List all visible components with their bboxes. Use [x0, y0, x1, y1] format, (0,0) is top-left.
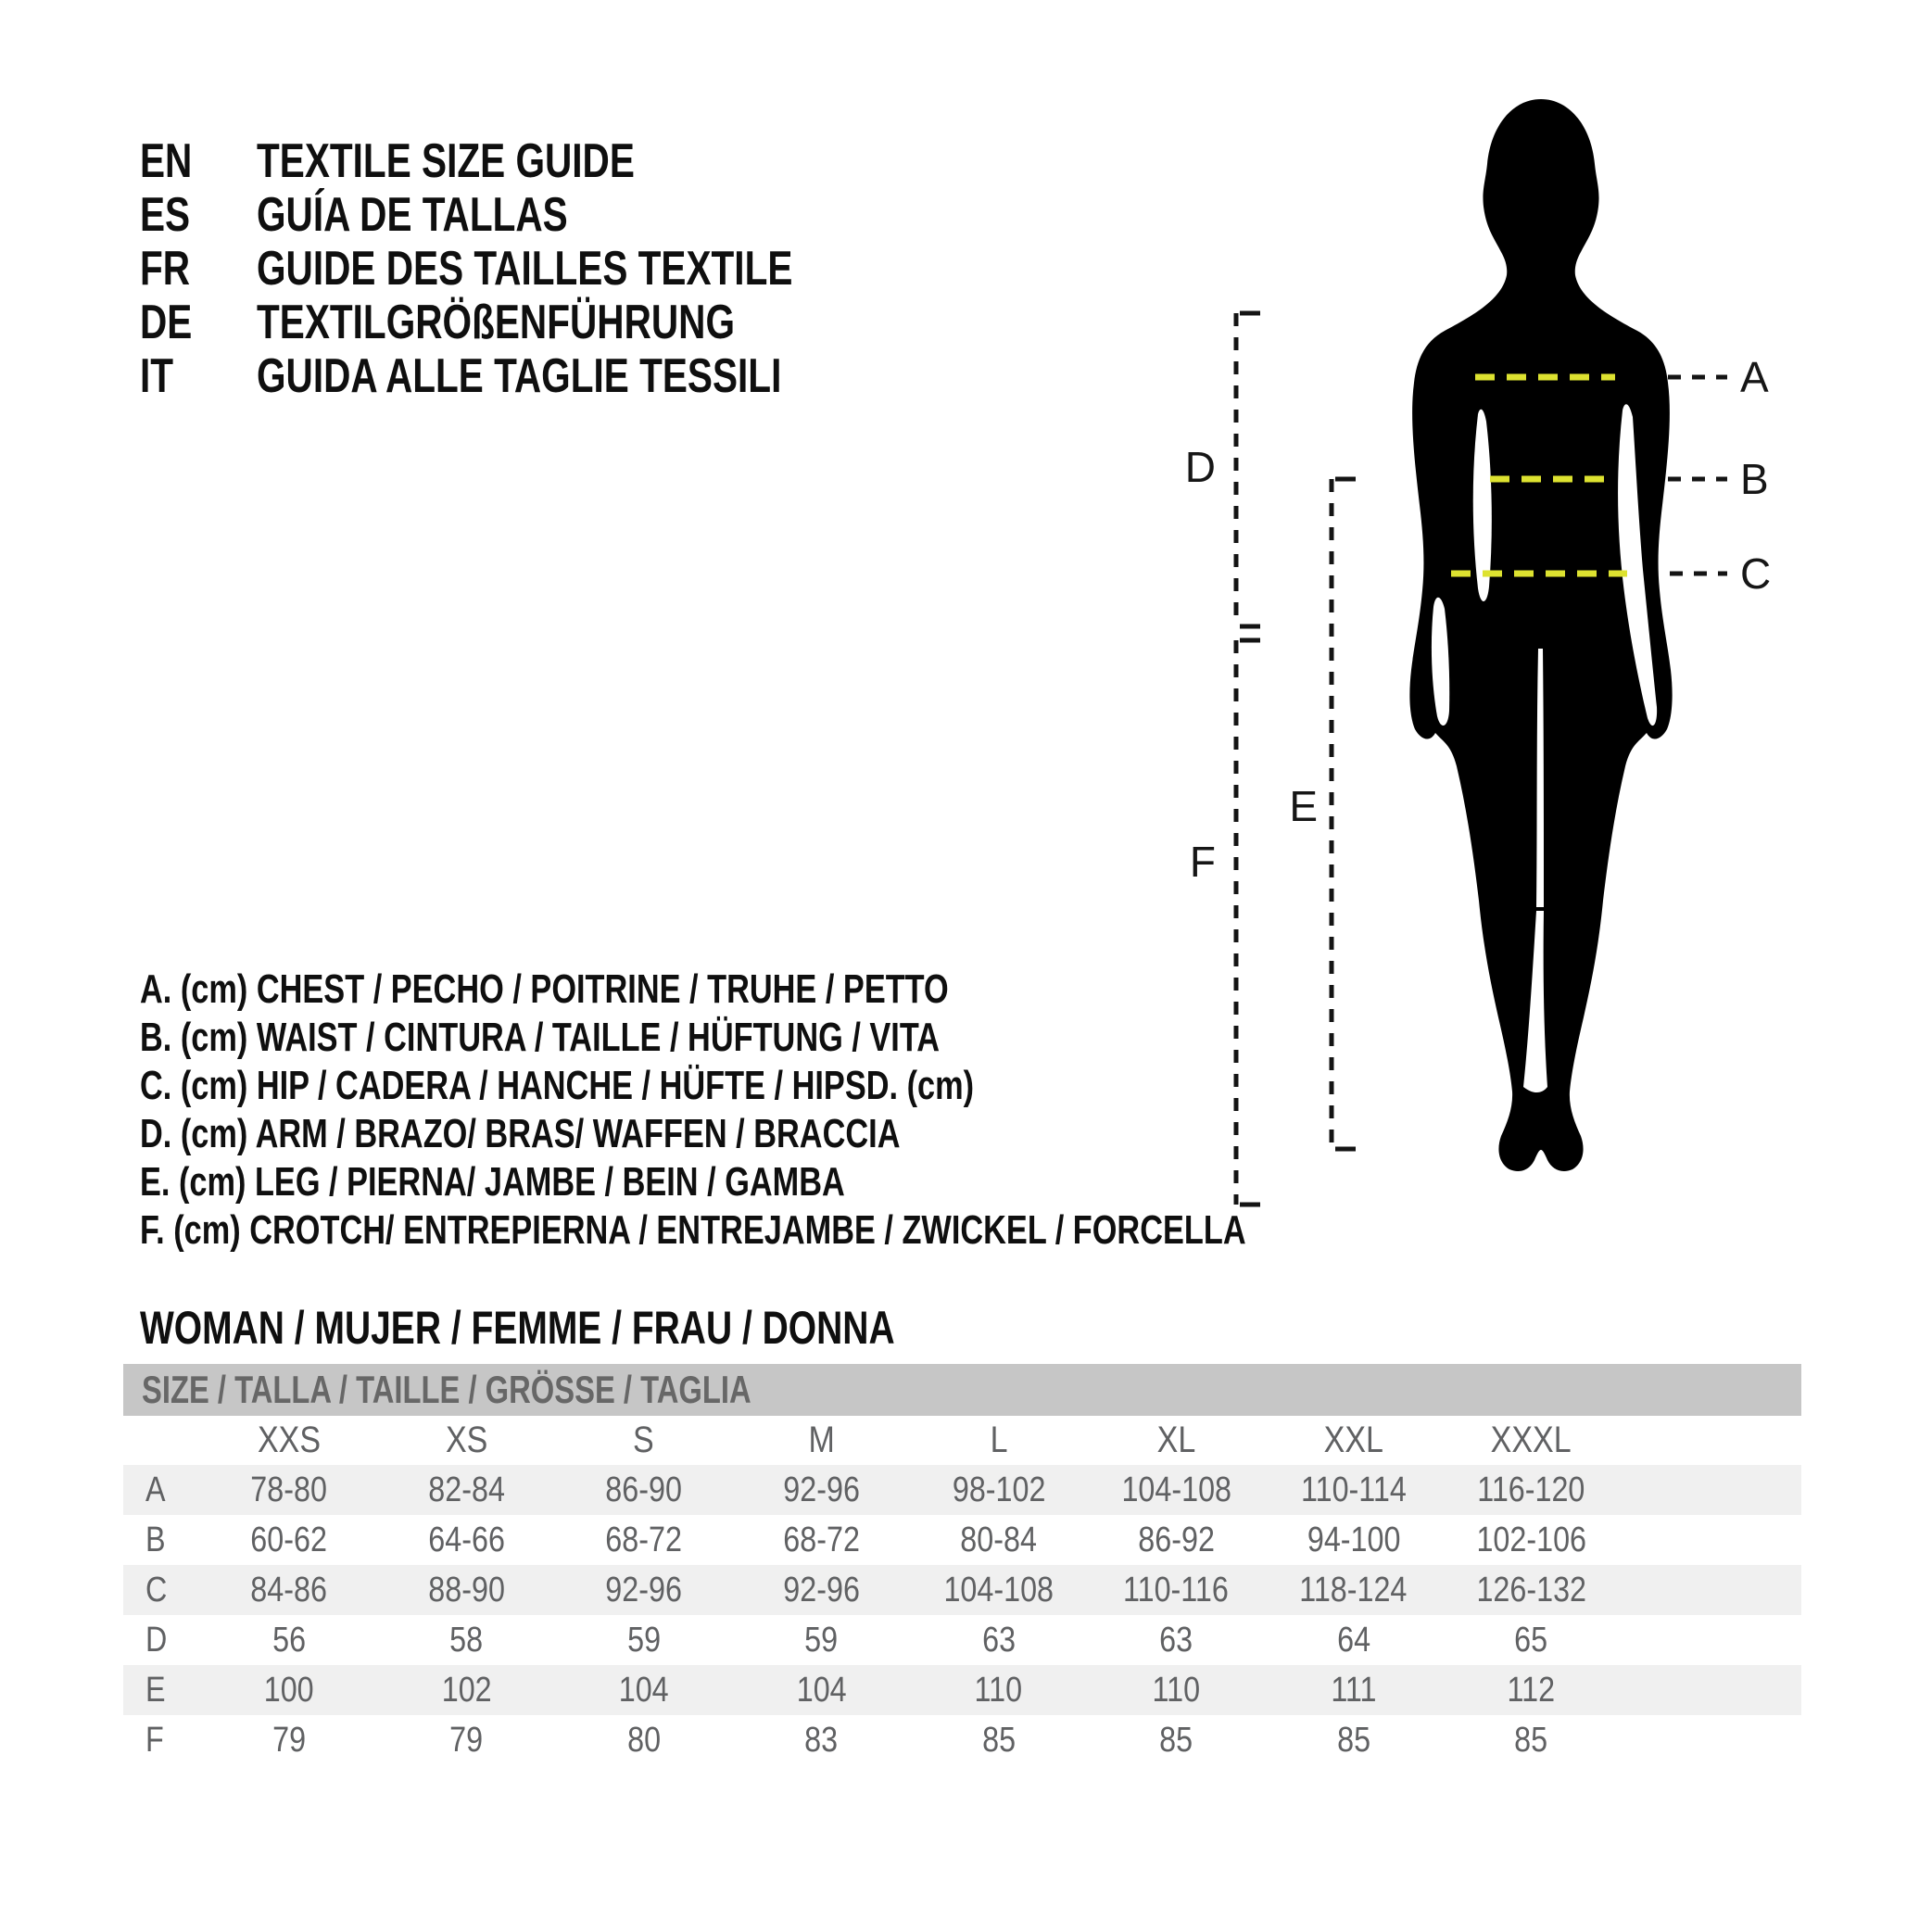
size-col-m: M: [808, 1420, 835, 1460]
table-cell: 102: [441, 1670, 492, 1710]
waist-label: B: [1740, 455, 1769, 503]
table-cell: 80: [626, 1720, 661, 1760]
table-cell: 104: [618, 1670, 669, 1710]
leg-label: E: [1289, 782, 1318, 830]
table-cell: 88-90: [427, 1570, 505, 1609]
table-cell: 92-96: [782, 1470, 860, 1509]
table-cell: 92-96: [605, 1570, 683, 1609]
language-code: DE: [140, 296, 193, 349]
table-cell: 86-92: [1137, 1520, 1215, 1559]
size-table: [123, 1364, 1801, 1765]
table-cell: 85: [981, 1720, 1016, 1760]
size-col-xxs: XXS: [257, 1420, 321, 1460]
table-cell: 104: [796, 1670, 847, 1710]
table-cell: 104-108: [943, 1570, 1054, 1609]
language-row-it: [140, 349, 944, 403]
legend-crotch: F. (cm) CROTCH/ ENTREPIERNA / ENTREJAMBE / ZWICKEL / FORCELLA: [140, 1207, 1246, 1253]
table-cell: 84-86: [250, 1570, 328, 1609]
size-col-l: L: [990, 1420, 1008, 1460]
crotch-label: F: [1189, 838, 1216, 886]
table-cell: 92-96: [782, 1570, 860, 1609]
table-cell: 110: [1152, 1670, 1201, 1710]
row-label: B: [145, 1520, 166, 1559]
table-cell: 100: [263, 1670, 314, 1710]
table-cell: 68-72: [605, 1520, 683, 1559]
language-row-es: [140, 188, 944, 242]
row-label: D: [145, 1620, 168, 1660]
table-cell: 86-90: [605, 1470, 683, 1509]
female-silhouette-icon: [1409, 99, 1672, 1171]
language-code: ES: [140, 188, 191, 242]
guide-title-de: TEXTILGRÖßENFÜHRUNG: [257, 296, 735, 349]
table-cell: 79: [271, 1720, 306, 1760]
table-row-arm: [123, 1615, 1801, 1665]
row-label: C: [145, 1570, 168, 1609]
hip-label: C: [1740, 549, 1772, 598]
size-col-xxl: XXL: [1323, 1420, 1383, 1460]
table-row-chest: [123, 1465, 1801, 1515]
language-code: FR: [140, 242, 191, 296]
language-code: EN: [140, 134, 193, 188]
table-row-hip: [123, 1565, 1801, 1615]
size-col-xs: XS: [445, 1420, 487, 1460]
table-cell: 64: [1336, 1620, 1370, 1660]
table-cell: 80-84: [960, 1520, 1038, 1559]
language-row-de: [140, 296, 944, 349]
table-cell: 82-84: [427, 1470, 505, 1509]
table-cell: 98-102: [952, 1470, 1046, 1509]
table-row-leg: [123, 1665, 1801, 1715]
table-cell: 126-132: [1475, 1570, 1586, 1609]
legend-waist: B. (cm) WAIST / CINTURA / TAILLE / HÜFTUNG / VITA: [140, 1015, 941, 1060]
table-cell: 56: [271, 1620, 306, 1660]
table-cell: 110-116: [1123, 1570, 1230, 1609]
row-label: F: [145, 1720, 164, 1760]
table-cell: 85: [1336, 1720, 1370, 1760]
gender-heading: WOMAN / MUJER / FEMME / FRAU / DONNA: [140, 1302, 895, 1354]
legend-hip: C. (cm) HIP / CADERA / HANCHE / HÜFTE / HIPSD. (cm): [140, 1063, 975, 1108]
language-row-en: [140, 134, 944, 188]
bracket-ticks: [1240, 313, 1356, 1205]
table-cell: 110-114: [1300, 1470, 1407, 1509]
size-table-title: SIZE / TALLA / TAILLE / GRÖSSE / TAGLIA: [142, 1368, 751, 1411]
table-cell: 102-106: [1475, 1520, 1586, 1559]
table-cell: 79: [449, 1720, 484, 1760]
language-list: [140, 134, 944, 403]
table-cell: 112: [1507, 1670, 1556, 1710]
table-cell: 104-108: [1120, 1470, 1231, 1509]
table-cell: 59: [804, 1620, 839, 1660]
table-cell: 65: [1514, 1620, 1548, 1660]
table-cell: 68-72: [782, 1520, 860, 1559]
arm-label: D: [1184, 443, 1216, 491]
table-cell: 63: [981, 1620, 1016, 1660]
table-row-crotch: [123, 1715, 1801, 1765]
table-cell: 83: [804, 1720, 839, 1760]
table-cell: 60-62: [250, 1520, 328, 1559]
legend-arm: D. (cm) ARM / BRAZO/ BRAS/ WAFFEN / BRACCIA: [140, 1111, 901, 1156]
table-cell: 59: [626, 1620, 661, 1660]
table-cell: 118-124: [1299, 1570, 1408, 1609]
table-cell: 116-120: [1477, 1470, 1585, 1509]
row-label: E: [145, 1670, 166, 1710]
guide-title-en: TEXTILE SIZE GUIDE: [257, 134, 635, 188]
table-cell: 64-66: [427, 1520, 505, 1559]
size-table-title-bar: [123, 1364, 1801, 1416]
guide-title-fr: GUIDE DES TAILLES TEXTILE: [257, 242, 793, 296]
table-cell: 58: [449, 1620, 484, 1660]
size-header-row: [123, 1416, 1801, 1465]
table-cell: 63: [1159, 1620, 1193, 1660]
table-cell: 85: [1159, 1720, 1193, 1760]
guide-title-it: GUIDA ALLE TAGLIE TESSILI: [257, 349, 782, 403]
size-col-xxxl: XXXL: [1490, 1420, 1572, 1460]
measurement-figure: [1112, 74, 1816, 1316]
language-code: IT: [140, 349, 174, 403]
table-cell: 85: [1514, 1720, 1548, 1760]
table-cell: 110: [974, 1670, 1023, 1710]
table-cell: 111: [1331, 1670, 1377, 1710]
legend-chest: A. (cm) CHEST / PECHO / POITRINE / TRUHE / PETTO: [140, 966, 949, 1012]
chest-label: A: [1740, 353, 1769, 401]
table-cell: 78-80: [250, 1470, 328, 1509]
guide-title-es: GUÍA DE TALLAS: [257, 188, 568, 242]
language-row-fr: [140, 242, 944, 296]
measurement-figure-svg: [1112, 74, 1816, 1316]
legend-leg: E. (cm) LEG / PIERNA/ JAMBE / BEIN / GAMBA: [140, 1159, 845, 1205]
size-col-xl: XL: [1156, 1420, 1196, 1460]
row-label: A: [145, 1470, 166, 1509]
table-row-waist: [123, 1515, 1801, 1565]
size-col-s: S: [633, 1420, 655, 1460]
table-cell: 94-100: [1307, 1520, 1401, 1559]
